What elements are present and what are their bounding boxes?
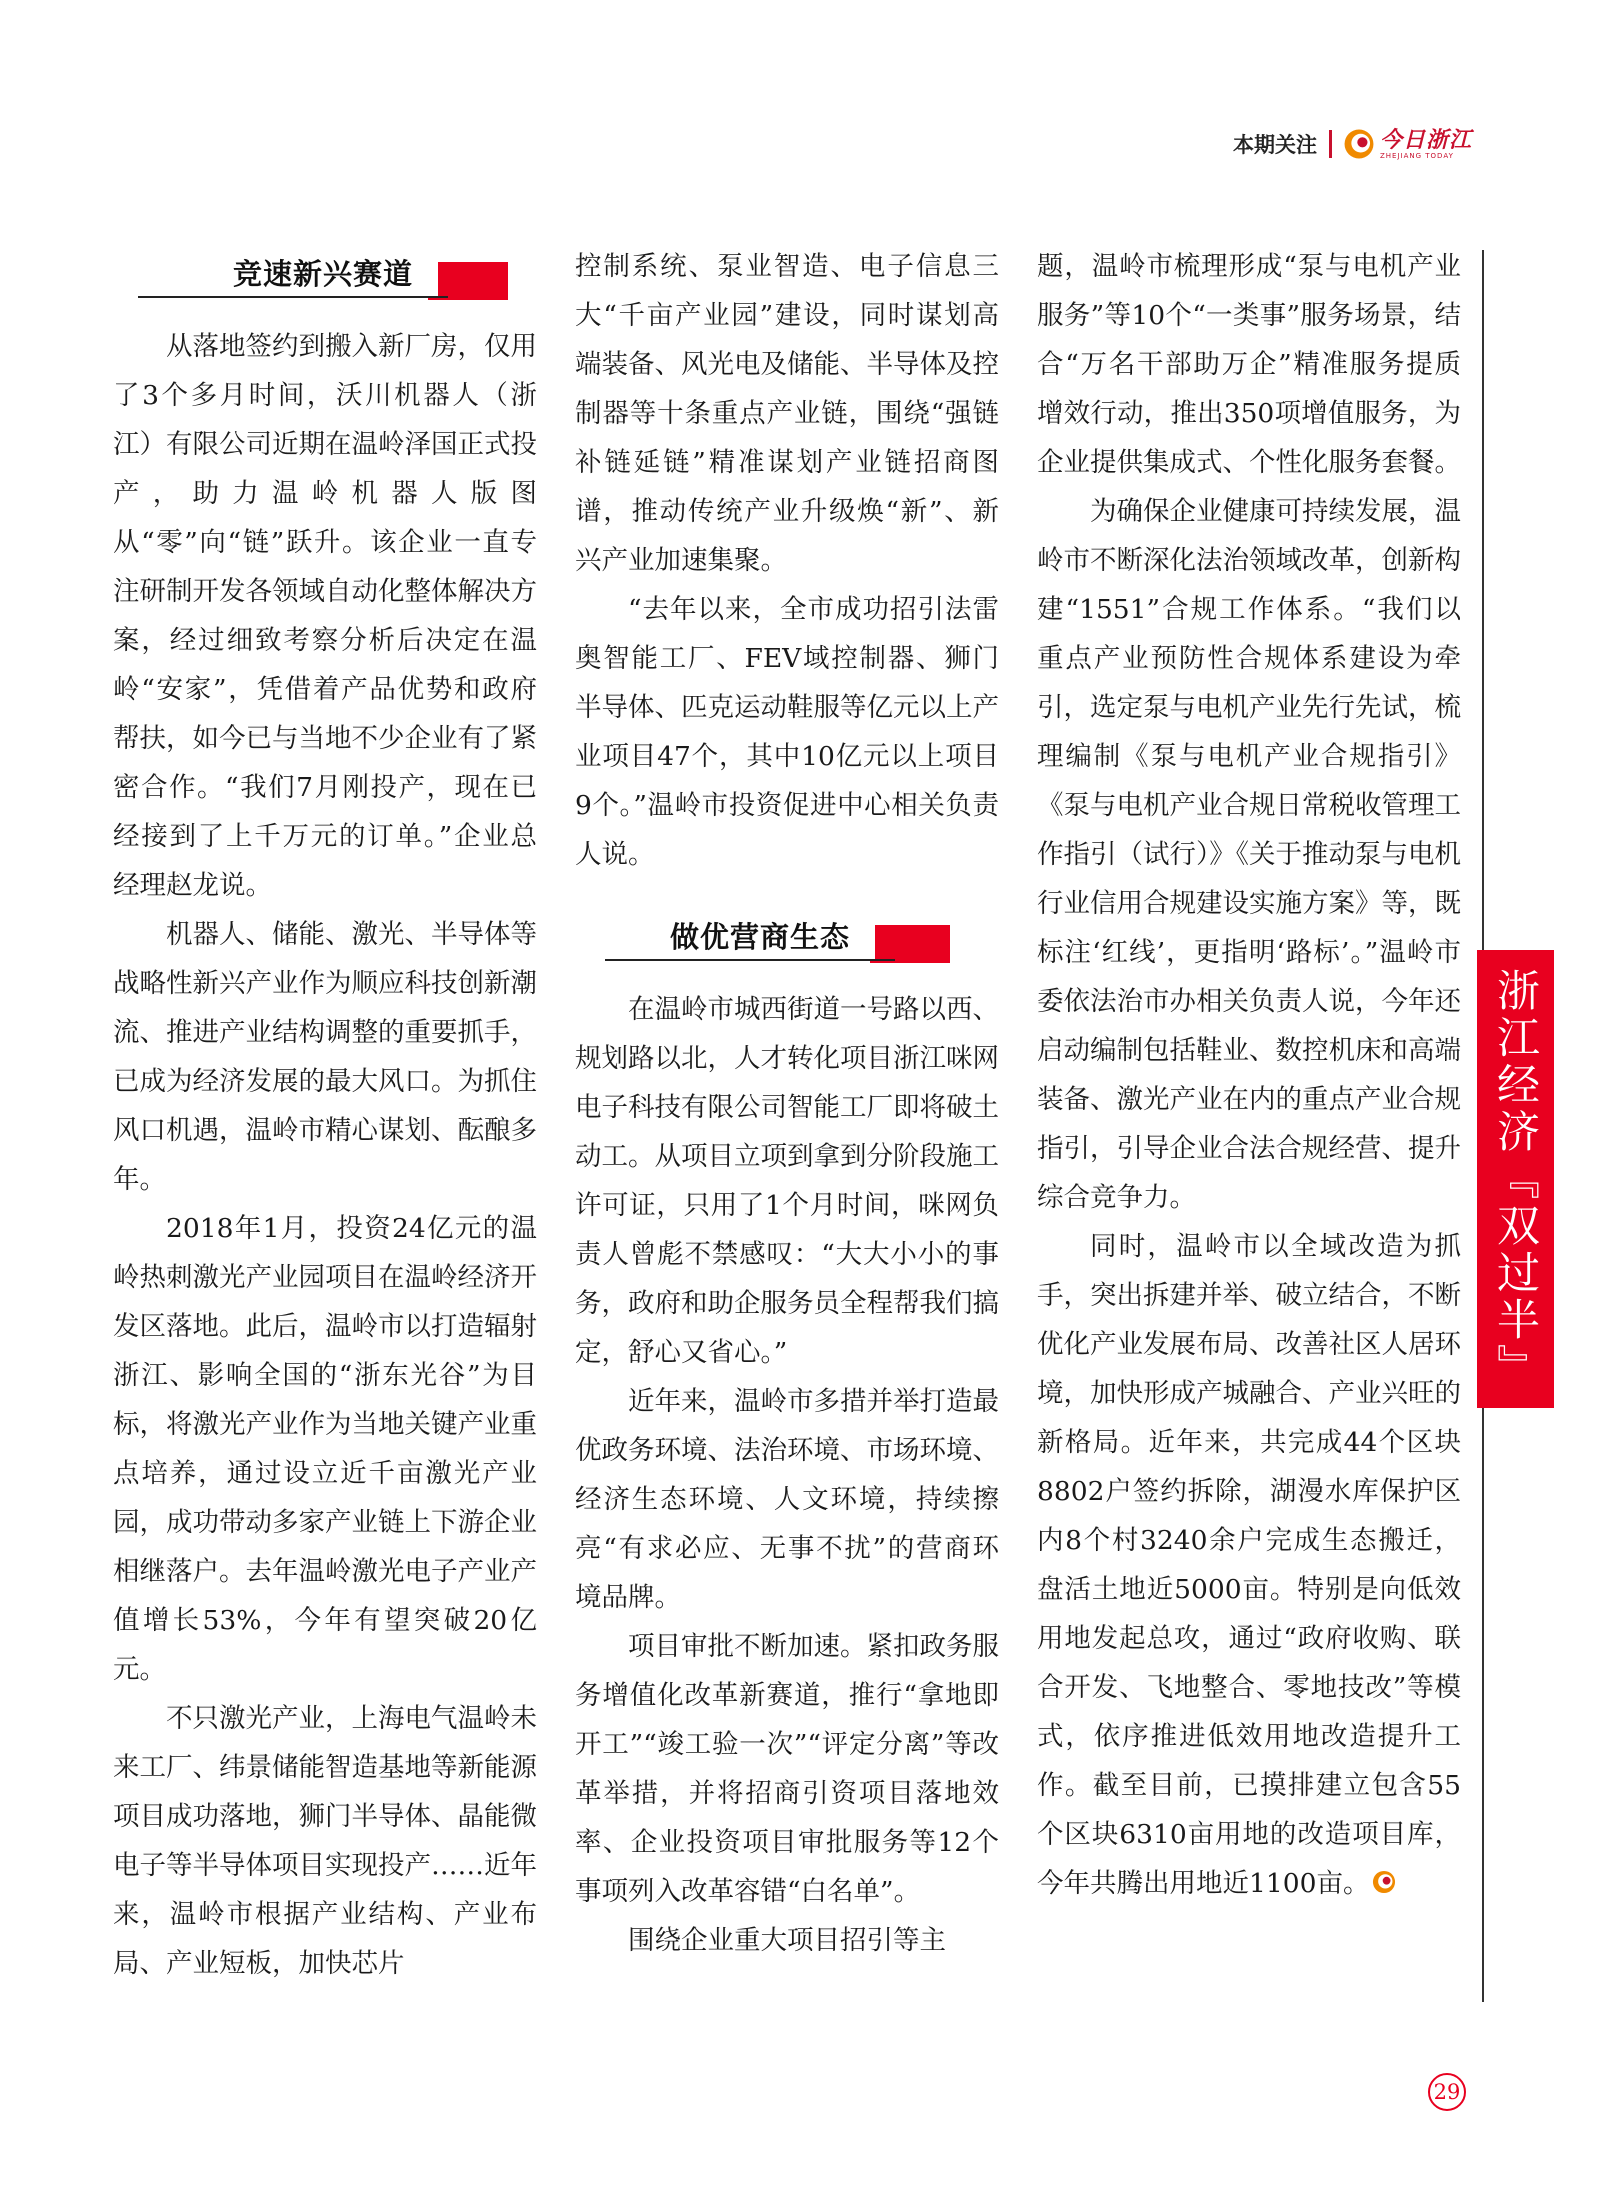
paragraph: 2018年1月，投资24亿元的温岭热刺激光产业园项目在温岭经济开发区落地。此后，温岭市以打造辐射浙江、影响全国的“浙东光谷”为目标，将激光产业作为当地关键产业重点培养，通过设立近千亩激光产业园，成功带动多家产业链上下游企业相继落户。去年温岭激光电子产业产值增长53%，今年有望突破20亿元。 xyxy=(113,1213,537,1685)
paragraph: 机器人、储能、激光、半导体等战略性新兴产业作为顺应科技创新潮流、推进产业结构调整的重要抓手，已成为经济发展的最大风口。为抓住风口机遇，温岭市精心谋划、酝酿多年。 xyxy=(113,919,537,1195)
logo-icon xyxy=(1342,127,1376,161)
paragraph: 项目审批不断加速。紧扣政务服务增值化改革新赛道，推行“拿地即开工”“竣工验一次”“评定分离”等改革举措，并将招商引资项目落地效率、企业投资项目审批服务等12个事项列入改革容错“白名单”。 xyxy=(575,1631,999,1907)
paragraph: 围绕企业重大项目招引等主 xyxy=(628,1925,946,1956)
paragraph: 题，温岭市梳理形成“泵与电机产业服务”等10个“一类事”服务场景，结合“万名干部助万企”精准服务提质增效行动，推出350项增值服务，为企业提供集成式、个性化服务套餐。 xyxy=(1037,251,1461,478)
paragraph: 不只激光产业，上海电气温岭未来工厂、纬景储能智造基地等新能源项目成功落地，狮门半导体、晶能微电子等半导体项目实现投产……近年来，温岭市根据产业结构、产业布局、产业短板，加快芯片 xyxy=(113,1703,537,1979)
heading-red-block xyxy=(870,925,950,963)
paragraph: 控制系统、泵业智造、电子信息三大“千亩产业园”建设，同时谋划高端装备、风光电及储能、半导体及控制器等十条重点产业链，围绕“强链补链延链”精准谋划产业链招商图谱，推动传统产业升级焕“新”、新兴产业加速集聚。 xyxy=(575,251,999,576)
paragraph: 为确保企业健康可持续发展，温岭市不断深化法治领域改革，创新构建“1551”合规工作体系。“我们以重点产业预防性合规体系建设为牵引，选定泵与电机产业先行先试，梳理编制《泵与电机产业合规指引》《泵与电机产业合规日常税收管理工作指引（试行）》《关于推动泵与电机行业信用合规建设实施方案》等，既标注‘红线’，更指明‘路标’。”温岭市委依法治市办相关负责人说，今年还启动编制包括鞋业、数控机床和高端装备、激光产业在内的重点产业合规指引，引导企业合法合规经营、提升综合竞争力。 xyxy=(1037,496,1461,1213)
article-column-2 xyxy=(575,242,999,1965)
end-of-article-icon xyxy=(1371,1869,1397,1895)
paragraph: 在温岭市城西街道一号路以西、规划路以北，人才转化项目浙江咪网电子科技有限公司智能工厂即将破土动工。从项目立项到拿到分阶段施工许可证，只用了1个月时间，咪网负责人曾彪不禁感叹：“大大小小的事务，政府和助企服务员全程帮我们搞定，舒心又省心。” xyxy=(575,994,999,1368)
section-label: 本期关注 xyxy=(1232,133,1317,157)
article-column-3 xyxy=(1037,242,1461,1908)
magazine-logo xyxy=(1342,127,1472,161)
section-heading-1 xyxy=(138,242,508,304)
heading-red-block xyxy=(428,262,508,300)
paragraph: “去年以来，全市成功招引法雷奥智能工厂、FEV域控制器、狮门半导体、匹克运动鞋服等亿元以上产业项目47个，其中10亿元以上项目9个。”温岭市投资促进中心相关负责人说。 xyxy=(575,594,999,870)
logo-chinese-text: 今日浙江 xyxy=(1379,126,1472,153)
header-divider xyxy=(1329,130,1332,158)
paragraph-text: 同时，温岭市以全域改造为抓手，突出拆建并举、破立结合，不断优化产业发展布局、改善社区人居环境，加快形成产城融合、产业兴旺的新格局。近年来，共完成44个区块8802户签约拆除，湖漫水库保护区内8个村3240余户完成生态搬迁，盘活土地近5000亩。特别是向低效用地发起总攻，通过“政府收购、联合开发、飞地整合、零地技改”等模式，依序推进低效用地改造提升工作。截至目前，已摸排建立包含55个区块6310亩用地的改造项目库，今年共腾出用地近1100亩。 xyxy=(1037,1231,1461,1899)
article-column-1 xyxy=(113,242,537,1988)
paragraph xyxy=(1037,1222,1461,1908)
section-heading-2 xyxy=(605,905,950,967)
paragraph: 近年来，温岭市多措并举打造最优政务环境、法治环境、市场环境、经济生态环境、人文环境，持续擦亮“有求必应、无事不扰”的营商环境品牌。 xyxy=(575,1386,999,1613)
section-title: 做优营商生态 xyxy=(645,915,875,959)
heading-underline xyxy=(138,296,448,298)
page-header xyxy=(1233,124,1472,164)
heading-underline xyxy=(605,959,895,961)
paragraph: 从落地签约到搬入新厂房，仅用了3个多月时间，沃川机器人（浙江）有限公司近期在温岭泽国正式投产，助力温岭机器人版图从“零”向“链”跃升。该企业一直专注研制开发各领域自动化整体解决方案，经过细致考察分析后决定在温岭“安家”，凭借着产品优势和政府帮扶，如今已与当地不少企业有了紧密合作。“我们7月刚投产，现在已经接到了上千万元的订单。”企业总经理赵龙说。 xyxy=(113,331,537,901)
page-number: 29 xyxy=(1428,2073,1466,2111)
logo-english-text: ZHEJIANG TODAY xyxy=(1379,151,1454,160)
section-title: 竞速新兴赛道 xyxy=(208,252,438,296)
side-tab-label: 浙江经济『双过半』 xyxy=(1490,967,1540,1391)
side-section-tab xyxy=(1477,950,1554,1408)
